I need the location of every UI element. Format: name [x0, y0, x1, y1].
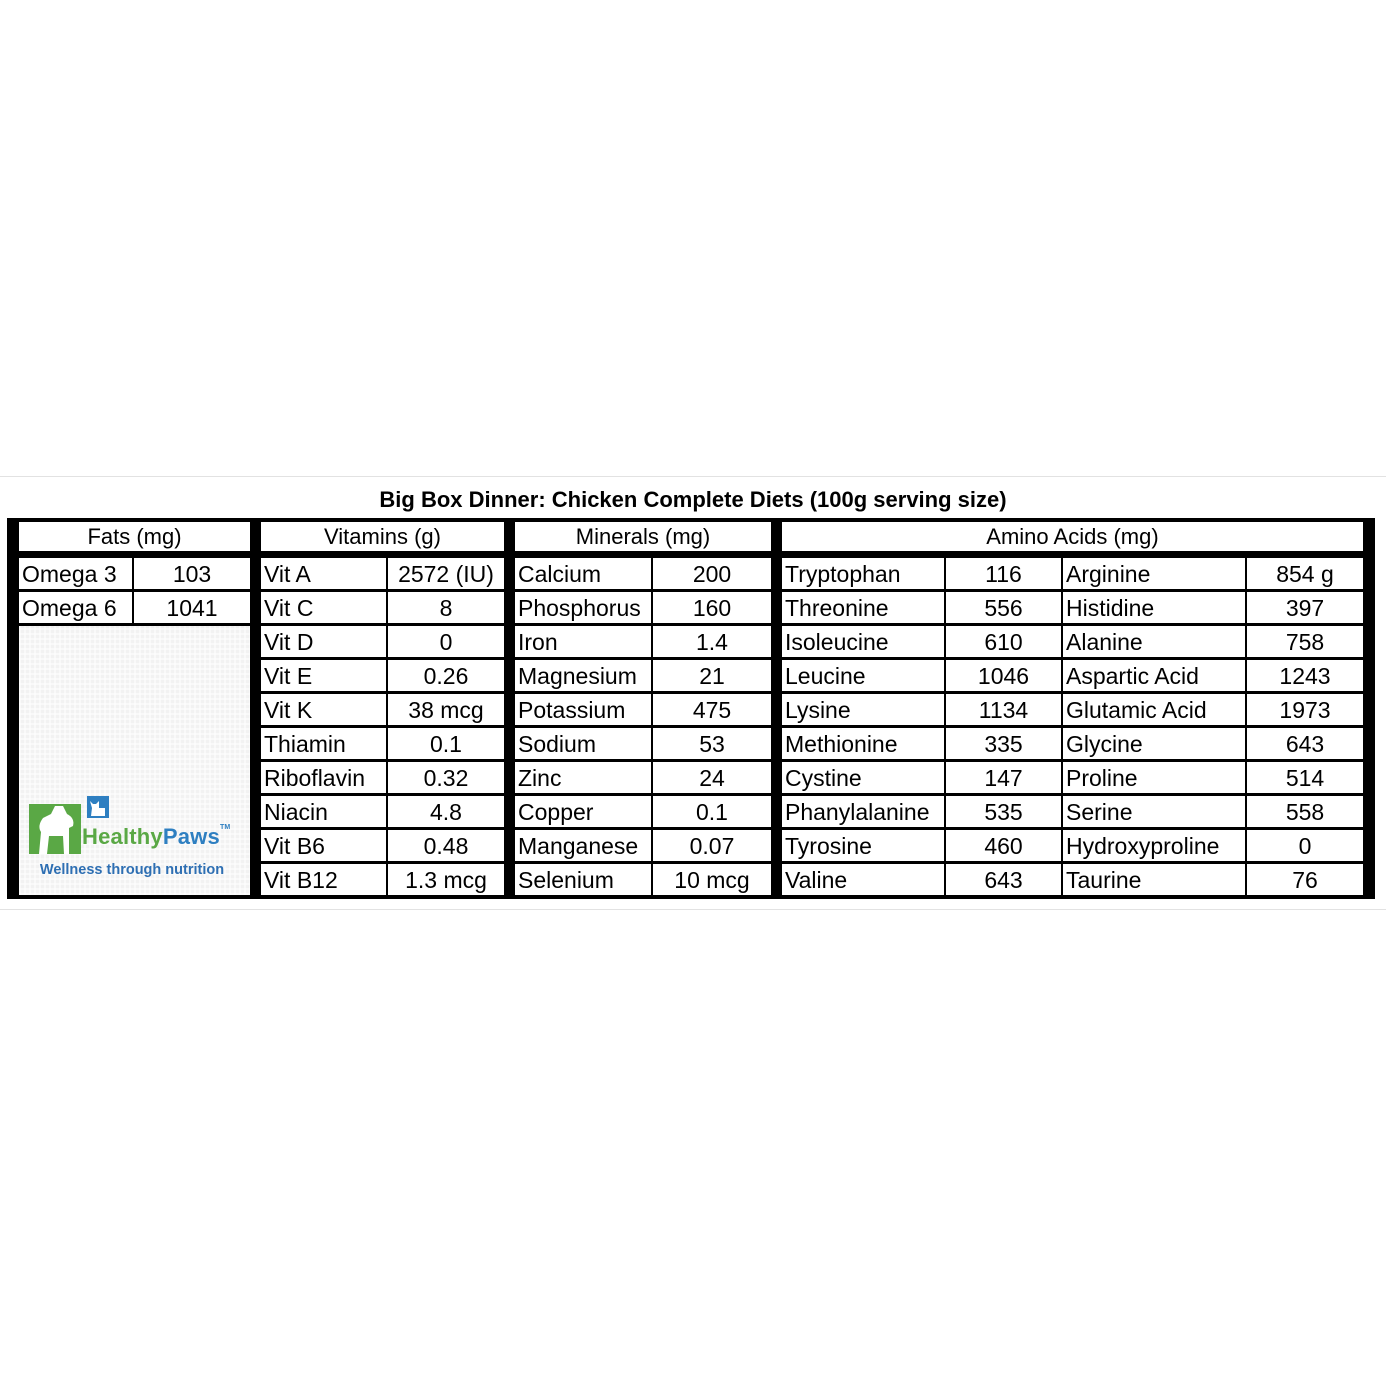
amino-name2-cell: Hydroxyproline — [1063, 830, 1245, 861]
amino-name-cell: Tyrosine — [782, 830, 944, 861]
minerals-value-cell: 24 — [653, 762, 771, 793]
vitamins-value-cell: 0.26 — [388, 660, 504, 691]
minerals-value-cell: 1.4 — [653, 626, 771, 657]
fats-value-cell: 103 — [134, 558, 250, 589]
nutrition-table — [7, 518, 1375, 899]
amino-value-cell: 610 — [946, 626, 1061, 657]
minerals-value-cell: 160 — [653, 592, 771, 623]
amino-name2-cell: Serine — [1063, 796, 1245, 827]
vitamins-name-cell: Niacin — [261, 796, 386, 827]
minerals-header: Minerals (mg) — [515, 522, 771, 551]
page-title: Big Box Dinner: Chicken Complete Diets (100g serving size) — [379, 487, 1007, 512]
amino-value2-cell: 76 — [1247, 864, 1363, 895]
vitamins-value-cell: 8 — [388, 592, 504, 623]
amino-name-cell: Leucine — [782, 660, 944, 691]
amino-name-cell: Isoleucine — [782, 626, 944, 657]
minerals-value-cell: 475 — [653, 694, 771, 725]
amino-name2-cell: Arginine — [1063, 558, 1245, 589]
vitamins-value-cell: 38 mcg — [388, 694, 504, 725]
amino-value2-cell: 514 — [1247, 762, 1363, 793]
amino-name-cell: Threonine — [782, 592, 944, 623]
minerals-name-cell: Iron — [515, 626, 651, 657]
vitamins-name-cell: Vit K — [261, 694, 386, 725]
amino-value-cell: 535 — [946, 796, 1061, 827]
logo-area — [19, 626, 250, 895]
vitamins-value-cell: 0.32 — [388, 762, 504, 793]
amino-value-cell: 1046 — [946, 660, 1061, 691]
minerals-name-cell: Zinc — [515, 762, 651, 793]
top-divider — [0, 476, 1386, 477]
minerals-value-cell: 0.07 — [653, 830, 771, 861]
amino-name2-cell: Taurine — [1063, 864, 1245, 895]
minerals-name-cell: Phosphorus — [515, 592, 651, 623]
vitamins-header: Vitamins (g) — [261, 522, 504, 551]
minerals-value-cell: 0.1 — [653, 796, 771, 827]
brand-name-paws: Paws — [162, 824, 220, 849]
amino-value2-cell: 397 — [1247, 592, 1363, 623]
amino-name2-cell: Aspartic Acid — [1063, 660, 1245, 691]
amino-name-cell: Cystine — [782, 762, 944, 793]
amino-value2-cell: 0 — [1247, 830, 1363, 861]
minerals-value-cell: 200 — [653, 558, 771, 589]
amino-value-cell: 643 — [946, 864, 1061, 895]
vitamins-value-cell: 0 — [388, 626, 504, 657]
minerals-name-cell: Calcium — [515, 558, 651, 589]
amino-name-cell: Lysine — [782, 694, 944, 725]
vitamins-name-cell: Vit B12 — [261, 864, 386, 895]
vitamins-name-cell: Vit E — [261, 660, 386, 691]
amino-value-cell: 116 — [946, 558, 1061, 589]
amino-value2-cell: 854 g — [1247, 558, 1363, 589]
amino-value-cell: 556 — [946, 592, 1061, 623]
vitamins-value-cell: 1.3 mcg — [388, 864, 504, 895]
amino-name2-cell: Proline — [1063, 762, 1245, 793]
amino-name-cell: Valine — [782, 864, 944, 895]
amino-name2-cell: Glycine — [1063, 728, 1245, 759]
amino-value-cell: 1134 — [946, 694, 1061, 725]
vitamins-value-cell: 4.8 — [388, 796, 504, 827]
amino-acids-panel — [780, 518, 1365, 899]
vitamins-name-cell: Vit C — [261, 592, 386, 623]
fats-name-cell: Omega 6 — [19, 592, 132, 623]
vitamins-name-cell: Vit A — [261, 558, 386, 589]
amino-name2-cell: Histidine — [1063, 592, 1245, 623]
vitamins-value-cell: 0.1 — [388, 728, 504, 759]
vitamins-value-cell: 0.48 — [388, 830, 504, 861]
minerals-value-cell: 10 mcg — [653, 864, 771, 895]
vitamins-name-cell: Thiamin — [261, 728, 386, 759]
brand-name-healthy: Healthy — [82, 824, 163, 849]
fats-panel — [17, 518, 252, 899]
vitamins-name-cell: Vit B6 — [261, 830, 386, 861]
vitamins-name-cell: Vit D — [261, 626, 386, 657]
amino-name-cell: Phanylalanine — [782, 796, 944, 827]
minerals-panel — [513, 518, 773, 899]
fats-name-cell: Omega 3 — [19, 558, 132, 589]
minerals-name-cell: Copper — [515, 796, 651, 827]
amino-name2-cell: Alanine — [1063, 626, 1245, 657]
amino-name-cell: Methionine — [782, 728, 944, 759]
amino-value-cell: 335 — [946, 728, 1061, 759]
amino-value2-cell: 1243 — [1247, 660, 1363, 691]
amino-value2-cell: 1973 — [1247, 694, 1363, 725]
vitamins-value-cell: 2572 (IU) — [388, 558, 504, 589]
minerals-name-cell: Sodium — [515, 728, 651, 759]
fats-header: Fats (mg) — [19, 522, 250, 551]
amino-name-cell: Tryptophan — [782, 558, 944, 589]
fats-value-cell: 1041 — [134, 592, 250, 623]
trademark-mark: TM — [219, 824, 231, 831]
amino-value-cell: 460 — [946, 830, 1061, 861]
amino-value2-cell: 758 — [1247, 626, 1363, 657]
amino-value-cell: 147 — [946, 762, 1061, 793]
vitamins-panel — [259, 518, 506, 899]
brand-tagline: Wellness through nutrition — [39, 862, 225, 878]
amino-name2-cell: Glutamic Acid — [1063, 694, 1245, 725]
minerals-name-cell: Potassium — [515, 694, 651, 725]
minerals-value-cell: 53 — [653, 728, 771, 759]
amino-value2-cell: 643 — [1247, 728, 1363, 759]
minerals-value-cell: 21 — [653, 660, 771, 691]
minerals-name-cell: Manganese — [515, 830, 651, 861]
minerals-name-cell: Selenium — [515, 864, 651, 895]
bottom-divider — [0, 909, 1386, 910]
brand-name — [82, 824, 230, 850]
amino-header: Amino Acids (mg) — [782, 522, 1363, 551]
minerals-name-cell: Magnesium — [515, 660, 651, 691]
vitamins-name-cell: Riboflavin — [261, 762, 386, 793]
amino-value2-cell: 558 — [1247, 796, 1363, 827]
